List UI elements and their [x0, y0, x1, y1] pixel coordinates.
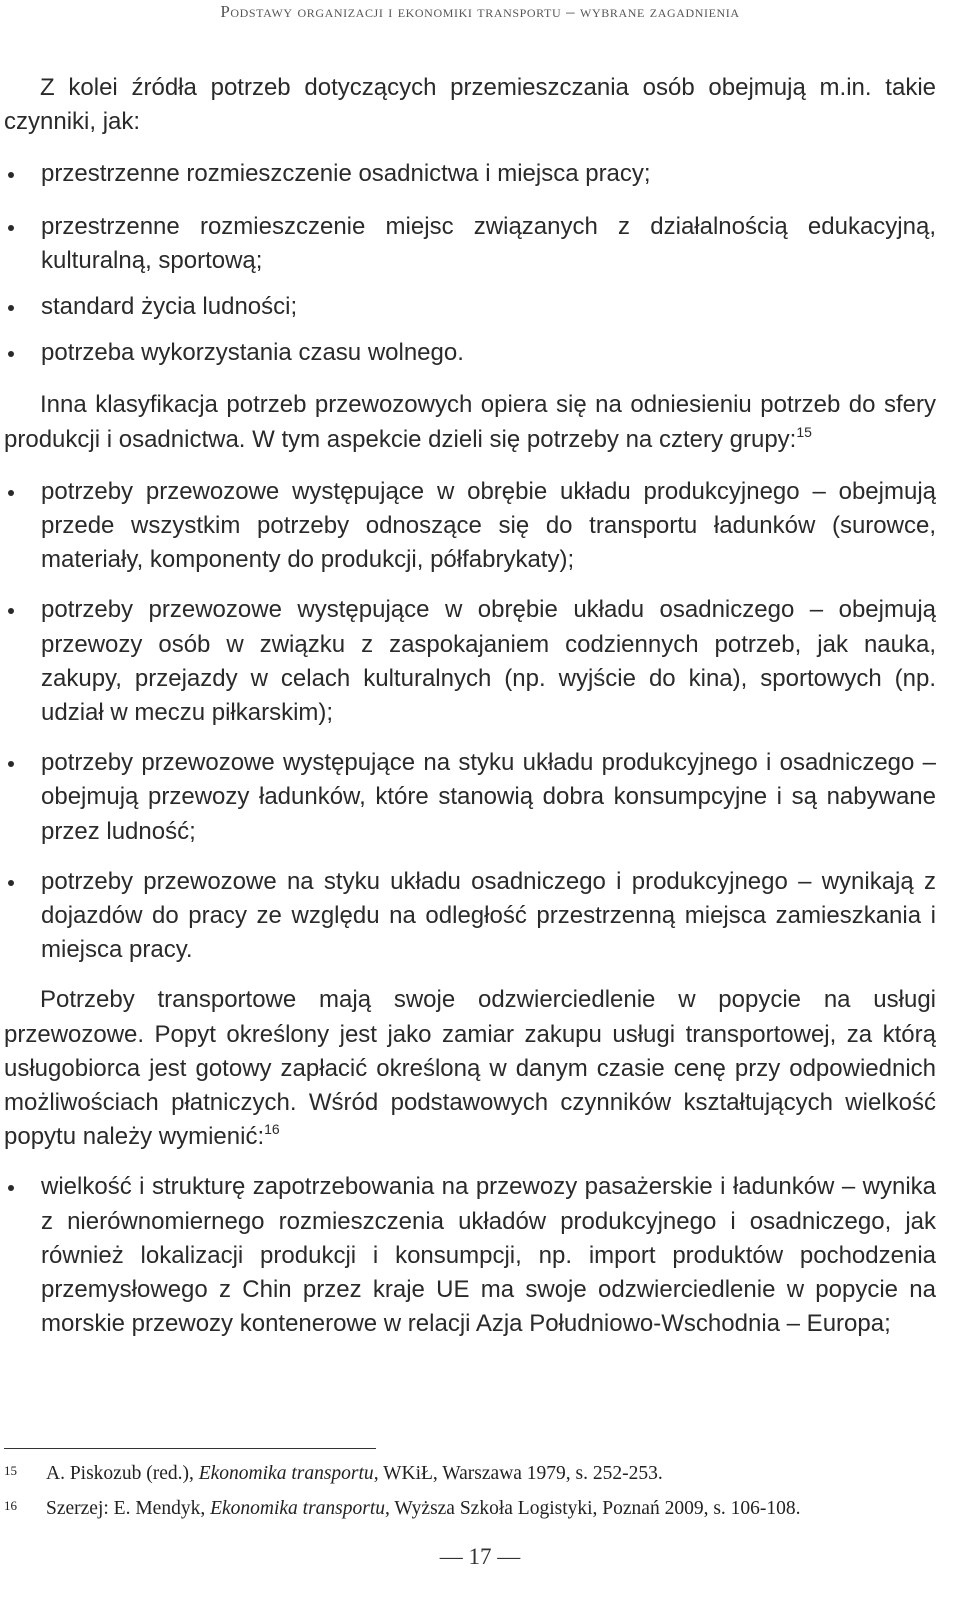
main-text — [4, 71, 936, 1342]
list-item: przestrzenne rozmieszczenie miejsc związanych z działalnością edukacyjną, kulturalną, sportową; — [4, 210, 936, 278]
footnote-text: A. Piskozub (red.), — [46, 1463, 199, 1484]
footnote-16 — [4, 1491, 936, 1526]
footnote-reference: 16 — [264, 1121, 280, 1138]
footnote-title: Ekonomika transportu — [210, 1498, 386, 1519]
footnote-number: 15 — [4, 1463, 17, 1478]
footnote-divider — [4, 1448, 376, 1449]
list-item: przestrzenne rozmieszczenie osadnictwa i miejsca pracy; — [4, 157, 936, 191]
list-item: wielkość i strukturę zapotrzebowania na przewozy pasażerskie i ładunków – wynika z nierównomiernego rozmieszczenia układów produkcyjnego i osadniczego, jak również lokalizacji produkcji i konsumpcji, np. import produktów pochodzenia przemysłowego z Chin przez kraje UE ma swoje odzwierciedlenie w popycie na morskie przewozy kontenerowe w relacji Azja Południowo-Wschodnia – Europa; — [4, 1170, 936, 1341]
footnote-text: Szerzej: E. Mendyk, — [46, 1498, 211, 1519]
running-header: Podstawy organizacji i ekonomiki transportu – wybrane zagadnienia — [220, 2, 740, 21]
footnote-title: Ekonomika transportu — [198, 1463, 374, 1484]
list-item: potrzeby przewozowe występujące w obrębie układu produkcyjnego – obejmują przede wszystkim potrzeby odnoszące się do transportu ładunków (surowce, materiały, komponenty do produkcji, półfabrykaty); — [4, 475, 936, 578]
footnote-number: 16 — [4, 1498, 17, 1513]
list-item: potrzeba wykorzystania czasu wolnego. — [4, 336, 936, 370]
footnote-text: , Wyższa Szkoła Logistyki, Poznań 2009, s. 106-108. — [385, 1498, 801, 1519]
page-number: — 17 — — [439, 1544, 521, 1569]
footnote-15 — [4, 1456, 936, 1491]
list-item: standard życia ludności; — [4, 290, 936, 324]
demand-factors-list — [4, 1170, 936, 1341]
footnotes — [4, 1456, 936, 1526]
classification-paragraph — [4, 388, 936, 456]
list-item: potrzeby przewozowe na styku układu osadniczego i produkcyjnego – wynikają z dojazdów do pracy ze względu na odległość przestrzenną miejsca zamieszkania i miejsca pracy. — [4, 865, 936, 968]
intro-paragraph: Z kolei źródła potrzeb dotyczących przemieszczania osób obejmują m.in. takie czynniki, jak: — [4, 74, 936, 136]
demand-paragraph — [4, 983, 936, 1154]
list-item: potrzeby przewozowe występujące na styku układu produkcyjnego i osadniczego – obejmują przewozy ładunków, które stanowią dobra konsumpcyjne i są nabywane przez ludność; — [4, 746, 936, 849]
needs-groups-list — [4, 475, 936, 968]
paragraph-text: Inna klasyfikacja potrzeb przewozowych opiera się na odniesieniu potrzeb do sfery produkcji i osadnictwa. W tym aspekcie dzieli się potrzeby na cztery grupy: — [4, 391, 936, 453]
footnote-text: , WKiŁ, Warszawa 1979, s. 252-253. — [373, 1463, 663, 1484]
paragraph-text: Potrzeby transportowe mają swoje odzwierciedlenie w popycie na usługi przewozowe. Popyt określony jest jako zamiar zakupu usługi transportowej, za którą usługobiorca jest gotowy zapłacić określoną w danym czasie cenę przy odpowiednich możliwościach płatniczych. Wśród podstawowych czynników kształtujących wielkość popytu należy wymienić: — [4, 986, 936, 1151]
footnote-reference: 15 — [796, 423, 812, 440]
list-item: potrzeby przewozowe występujące w obrębie układu osadniczego – obejmują przewozy osób w związku z zaspokajaniem codziennych potrzeb, jak nauka, zakupy, przejazdy w celach kulturalnych (np. wyjście do kina), sportowych (np. udział w meczu piłkarskim); — [4, 593, 936, 730]
intro-bullet-list — [4, 157, 936, 370]
